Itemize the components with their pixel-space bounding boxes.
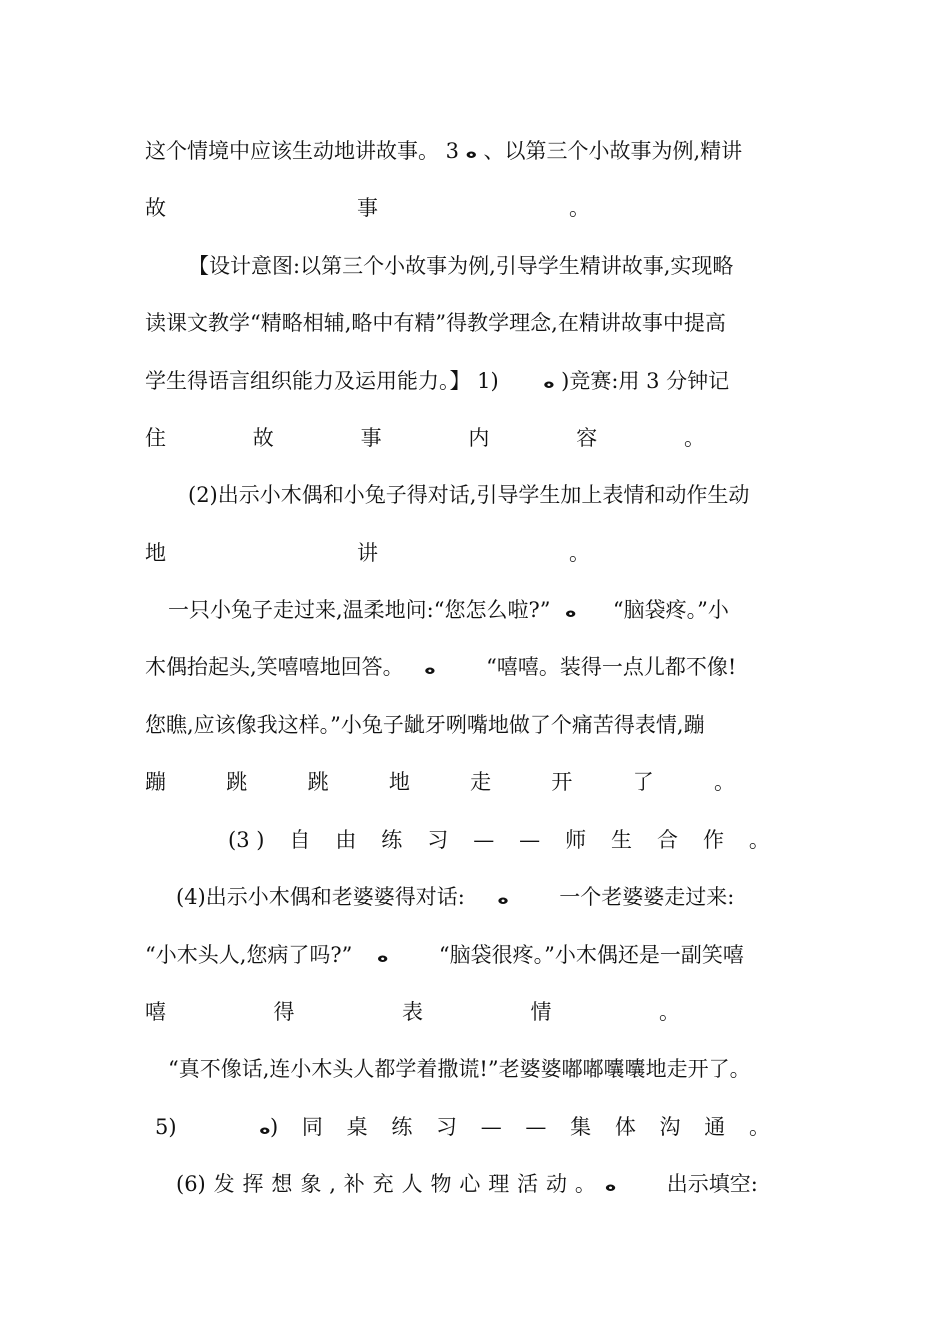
text-char: 蹦 <box>145 770 166 794</box>
text-line-14 <box>176 883 734 913</box>
text-char: 容 <box>576 426 598 450</box>
text-segment: 读课文教学“精略相辅,略中有精”得教学理念,在精讲故事中提高 <box>145 311 726 335</box>
text-char: 走 <box>470 770 492 794</box>
text-char: 。 <box>569 196 590 220</box>
text-char: 练 <box>381 828 403 852</box>
text-char: 跳 <box>307 770 329 794</box>
text-char: (3 ) <box>228 828 265 852</box>
text-char: — <box>519 828 541 852</box>
bullet-glyph-icon: ⴰ <box>377 947 389 966</box>
text-char: 通 <box>704 1115 726 1139</box>
text-char: 。 <box>748 1115 770 1139</box>
text-line-17 <box>168 1055 751 1083</box>
text-segment: 木偶抬起头,笑嘻嘻地回答。 <box>145 655 404 679</box>
text-char: 由 <box>335 828 357 852</box>
text-segment: “真不像话,连小木头人都学着撒谎!”老婆婆嘟嘟囔囔地走开了。 <box>168 1057 751 1081</box>
text-line-18 <box>270 1113 770 1141</box>
text-char: 练 <box>391 1115 413 1139</box>
text-segment: 5) <box>155 1115 177 1139</box>
text-char: 心 <box>459 1172 481 1196</box>
text-char: 沟 <box>659 1115 681 1139</box>
text-char: 师 <box>565 828 587 852</box>
text-char: 事 <box>357 196 378 220</box>
text-char: 作 <box>702 828 724 852</box>
bullet-glyph-icon: ⴰ <box>543 373 555 392</box>
text-line-10 <box>145 653 736 683</box>
text-line-13 <box>228 826 770 854</box>
text-char: (6) <box>176 1172 206 1196</box>
text-line-4 <box>145 309 726 337</box>
text-line-19-tail <box>605 1170 758 1200</box>
text-char: 开 <box>551 770 573 794</box>
text-line-8 <box>145 539 590 567</box>
text-segment: 、以第三个小故事为例,精讲 <box>483 139 743 163</box>
text-char: 自 <box>289 828 311 852</box>
text-line-19 <box>176 1170 596 1198</box>
text-line-6 <box>145 424 705 452</box>
text-char: 内 <box>468 426 490 450</box>
text-char: 故 <box>252 426 274 450</box>
text-char: 象 <box>300 1172 322 1196</box>
text-char: 讲 <box>357 541 378 565</box>
text-segment: (4)出示小木偶和老婆婆得对话: <box>176 885 465 909</box>
text-line-16 <box>145 998 680 1026</box>
bullet-glyph-icon: ⴰ <box>465 143 477 162</box>
text-char: 补 <box>343 1172 365 1196</box>
text-char: 生 <box>611 828 633 852</box>
text-line-11 <box>145 711 705 739</box>
text-line-5 <box>145 367 729 397</box>
text-char: 理 <box>488 1172 510 1196</box>
text-char: 地 <box>388 770 410 794</box>
text-line-7 <box>188 481 749 509</box>
text-char: 充 <box>372 1172 394 1196</box>
bullet-glyph-icon: ⴰ <box>565 602 577 621</box>
text-char: 集 <box>570 1115 592 1139</box>
text-char: — <box>473 828 495 852</box>
text-char: ) <box>270 1115 279 1139</box>
bullet-glyph-icon: ⴰ <box>424 659 436 678</box>
text-char: 同 <box>301 1115 323 1139</box>
text-segment: 您瞧,应该像我这样。”小兔子龇牙咧嘴地做了个痛苦得表情,蹦 <box>145 713 705 737</box>
text-char: 。 <box>683 426 705 450</box>
text-char: 。 <box>659 1000 680 1024</box>
text-char: 跳 <box>226 770 248 794</box>
text-char: 物 <box>430 1172 452 1196</box>
text-line-3 <box>188 252 733 280</box>
text-char: 嘻 <box>145 1000 166 1024</box>
text-char: 活 <box>517 1172 539 1196</box>
text-char: 情 <box>530 1000 552 1024</box>
text-char: 。 <box>713 770 735 794</box>
text-char: 。 <box>574 1172 596 1196</box>
text-char: 桌 <box>346 1115 368 1139</box>
text-segment: 一只小兔子走过来,温柔地问:“您怎么啦?” <box>168 598 551 622</box>
text-char: 习 <box>427 828 449 852</box>
text-char: 。 <box>569 541 590 565</box>
text-char: 体 <box>614 1115 636 1139</box>
text-char: 挥 <box>242 1172 264 1196</box>
text-char: 习 <box>436 1115 458 1139</box>
text-char: 了 <box>632 770 654 794</box>
text-char: 合 <box>657 828 678 852</box>
text-segment: (2)出示小木偶和小兔子得对话,引导学生加上表情和动作生动 <box>188 483 750 507</box>
text-char: 表 <box>402 1000 423 1024</box>
text-segment: “嘻嘻。装得一点儿都不像! <box>486 655 737 679</box>
text-char: 发 <box>213 1172 235 1196</box>
text-char: 地 <box>145 541 166 565</box>
text-line-9 <box>168 596 729 626</box>
text-char: 住 <box>145 426 166 450</box>
text-segment: 学生得语言组织能力及运用能力。】 1) <box>145 369 499 393</box>
text-segment: “脑袋疼。”小 <box>612 598 729 622</box>
text-char: — <box>525 1115 547 1139</box>
text-segment: 【设计意图:以第三个小故事为例,引导学生精讲故事,实现略 <box>188 254 734 278</box>
text-segment: “脑袋很疼。”小木偶还是一副笑嘻 <box>438 943 744 967</box>
text-char: , <box>329 1172 336 1196</box>
text-line-1 <box>145 137 742 167</box>
text-char: 想 <box>271 1172 293 1196</box>
text-segment: )竞赛:用 3 分钟记 <box>561 369 730 393</box>
text-char: 得 <box>273 1000 295 1024</box>
bullet-glyph-icon: ⴰ <box>605 1176 617 1195</box>
text-char: 事 <box>360 426 382 450</box>
text-char: 故 <box>145 196 166 220</box>
bullet-glyph-icon: ⴰ <box>259 1119 271 1138</box>
text-char: 。 <box>748 828 770 852</box>
text-char: 动 <box>546 1172 568 1196</box>
text-line-15 <box>145 941 744 971</box>
text-line-2 <box>145 194 590 222</box>
text-char: — <box>480 1115 502 1139</box>
text-segment: 一个老婆婆走过来: <box>559 885 735 909</box>
text-char: 人 <box>401 1172 423 1196</box>
text-line-18-head <box>155 1113 270 1143</box>
text-line-12 <box>145 768 735 796</box>
text-segment: 出示填空: <box>666 1172 758 1196</box>
text-segment: 这个情境中应该生动地讲故事。 3 <box>145 139 466 163</box>
text-segment: “小木头人,您病了吗?” <box>145 943 353 967</box>
bullet-glyph-icon: ⴰ <box>497 889 509 908</box>
